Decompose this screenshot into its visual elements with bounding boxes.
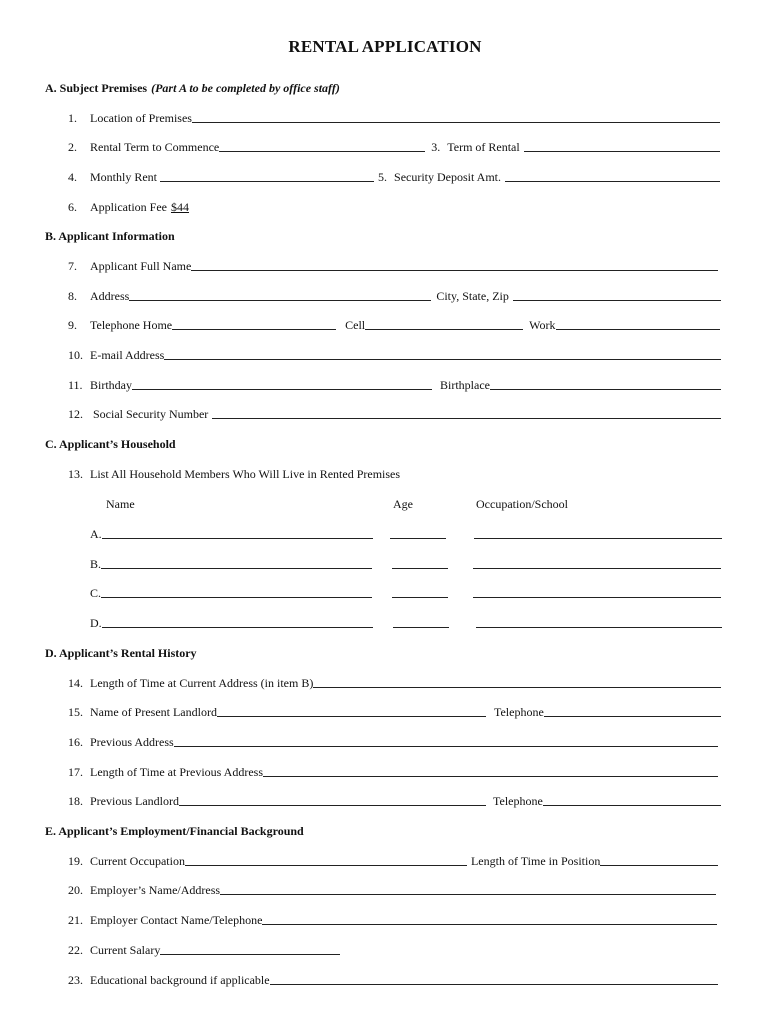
section-e-heading: E. Applicant’s Employment/Financial Background	[45, 824, 304, 838]
item-label: Monthly Rent	[90, 170, 158, 184]
member-name-field[interactable]	[102, 538, 373, 539]
column-header-name: Name	[106, 497, 135, 511]
item-label: Social Security Number	[93, 407, 209, 421]
column-header-age: Age	[393, 497, 413, 511]
telephone-home-field[interactable]	[172, 329, 336, 330]
item-number: 5.	[378, 170, 388, 184]
item-number: 20.	[68, 883, 83, 897]
employer-name-address-field[interactable]	[220, 894, 716, 895]
item-number: 13.	[68, 467, 83, 481]
section-a-note: (Part A to be completed by office staff)	[151, 81, 340, 95]
item-number: 19.	[68, 854, 83, 868]
item-location-of-premises	[68, 111, 720, 125]
household-member-row	[90, 616, 722, 630]
household-member-row	[90, 557, 721, 571]
item-rental-term	[68, 140, 720, 154]
item-label: Current Occupation	[90, 854, 185, 868]
item-number: 21.	[68, 913, 83, 927]
member-age-field[interactable]	[392, 568, 448, 569]
section-b-heading: B. Applicant Information	[45, 229, 175, 243]
item-label: Address	[90, 289, 130, 303]
item-label: Employer Contact Name/Telephone	[90, 913, 263, 927]
item-label: Educational background if applicable	[90, 973, 270, 987]
telephone-cell-field[interactable]	[365, 329, 523, 330]
item-label: Length of Time at Current Address (in item B)	[90, 676, 314, 690]
employer-contact-field[interactable]	[262, 924, 717, 925]
item-current-occupation	[68, 854, 718, 868]
member-name-field[interactable]	[102, 627, 373, 628]
row-letter: A.	[90, 527, 102, 541]
item-label: Location of Premises	[90, 111, 192, 125]
section-d-heading: D. Applicant’s Rental History	[45, 646, 197, 660]
section-a-title: A. Subject Premises	[45, 81, 148, 95]
item-number: 3.	[431, 140, 441, 154]
item-application-fee	[68, 200, 720, 214]
member-occupation-field[interactable]	[473, 568, 721, 569]
length-current-address-field[interactable]	[313, 687, 721, 688]
member-name-field[interactable]	[101, 597, 372, 598]
previous-landlord-field[interactable]	[179, 805, 486, 806]
item-label: Length of Time in Position	[470, 854, 601, 868]
item-length-previous-address	[68, 765, 718, 779]
item-present-landlord	[68, 705, 721, 719]
item-length-current-address	[68, 676, 721, 690]
previous-landlord-telephone-field[interactable]	[543, 805, 721, 806]
previous-address-field[interactable]	[174, 746, 718, 747]
item-birthday	[68, 378, 721, 392]
security-deposit-field[interactable]	[505, 181, 720, 182]
item-label: Rental Term to Commence	[90, 140, 220, 154]
item-label: E-mail Address	[90, 348, 165, 362]
item-label: City, State, Zip	[436, 289, 509, 303]
item-number: 16.	[68, 735, 83, 749]
section-c-heading: C. Applicant’s Household	[45, 437, 176, 451]
household-member-row	[90, 527, 722, 541]
item-label: Cell	[345, 318, 366, 332]
social-security-number-field[interactable]	[212, 418, 721, 419]
member-name-field[interactable]	[101, 568, 372, 569]
length-in-position-field[interactable]	[600, 865, 718, 866]
educational-background-field[interactable]	[270, 984, 718, 985]
item-label: Telephone	[493, 705, 544, 719]
address-field[interactable]	[129, 300, 431, 301]
item-monthly-rent	[68, 170, 720, 184]
item-number: 1.	[68, 111, 77, 125]
birthplace-field[interactable]	[490, 389, 721, 390]
email-address-field[interactable]	[164, 359, 721, 360]
item-number: 23.	[68, 973, 83, 987]
item-number: 17.	[68, 765, 83, 779]
item-previous-address	[68, 735, 718, 749]
item-email-address	[68, 348, 721, 362]
section-a-heading	[45, 81, 340, 95]
item-number: 18.	[68, 794, 83, 808]
item-label: Work	[529, 318, 556, 332]
household-member-row	[90, 586, 721, 600]
location-of-premises-field[interactable]	[192, 122, 720, 123]
item-label: Telephone	[493, 794, 543, 808]
item-label: Birthday	[90, 378, 132, 392]
item-label: List All Household Members Who Will Live in Rented Premises	[90, 467, 401, 481]
item-employer-contact	[68, 913, 717, 927]
item-address	[68, 289, 721, 303]
member-age-field[interactable]	[392, 597, 448, 598]
item-number: 4.	[68, 170, 77, 184]
item-label: Previous Address	[90, 735, 174, 749]
item-label: Current Salary	[90, 943, 161, 957]
present-landlord-telephone-field[interactable]	[544, 716, 721, 717]
item-label: Previous Landlord	[90, 794, 179, 808]
row-letter: D.	[90, 616, 102, 630]
item-number: 15.	[68, 705, 83, 719]
item-number: 10.	[68, 348, 83, 362]
term-of-rental-field[interactable]	[524, 151, 720, 152]
form-title: RENTAL APPLICATION	[288, 37, 482, 56]
item-number: 2.	[68, 140, 77, 154]
item-current-salary	[68, 943, 340, 957]
item-number: 6.	[68, 200, 77, 214]
row-letter: C.	[90, 586, 102, 600]
item-label: Telephone Home	[90, 318, 173, 332]
item-label: Birthplace	[440, 378, 490, 392]
length-previous-address-field[interactable]	[263, 776, 718, 777]
item-household-members	[68, 467, 668, 481]
item-number: 12.	[68, 407, 83, 421]
item-employer-name-address	[68, 883, 716, 897]
item-applicant-full-name	[68, 259, 718, 273]
rental-term-field[interactable]	[219, 151, 425, 152]
item-label: Name of Present Landlord	[90, 705, 217, 719]
item-telephone	[68, 318, 720, 332]
item-number: 8.	[68, 289, 77, 303]
item-label: Term of Rental	[447, 140, 520, 154]
item-label: Security Deposit Amt.	[394, 170, 502, 184]
item-label: Application Fee	[90, 200, 167, 214]
item-label: Length of Time at Previous Address	[90, 765, 263, 779]
item-number: 14.	[68, 676, 83, 690]
member-age-field[interactable]	[393, 627, 449, 628]
applicant-full-name-field[interactable]	[191, 270, 718, 271]
application-fee-value: $44	[170, 200, 189, 214]
item-social-security-number	[68, 407, 721, 421]
birthday-field[interactable]	[132, 389, 432, 390]
city-state-zip-field[interactable]	[513, 300, 721, 301]
item-number: 9.	[68, 318, 77, 332]
member-occupation-field[interactable]	[476, 627, 722, 628]
telephone-work-field[interactable]	[556, 329, 720, 330]
item-previous-landlord	[68, 794, 721, 808]
current-salary-field[interactable]	[160, 954, 340, 955]
item-educational-background	[68, 973, 718, 987]
present-landlord-field[interactable]	[217, 716, 486, 717]
item-label: Employer’s Name/Address	[90, 883, 221, 897]
member-age-field[interactable]	[390, 538, 446, 539]
current-occupation-field[interactable]	[185, 865, 467, 866]
monthly-rent-field[interactable]	[160, 181, 374, 182]
item-label: Applicant Full Name	[90, 259, 192, 273]
item-number: 11.	[68, 378, 83, 392]
item-number: 22.	[68, 943, 83, 957]
row-letter: B.	[90, 557, 102, 571]
column-header-occupation: Occupation/School	[476, 497, 568, 511]
member-occupation-field[interactable]	[474, 538, 722, 539]
member-occupation-field[interactable]	[473, 597, 721, 598]
item-number: 7.	[68, 259, 77, 273]
